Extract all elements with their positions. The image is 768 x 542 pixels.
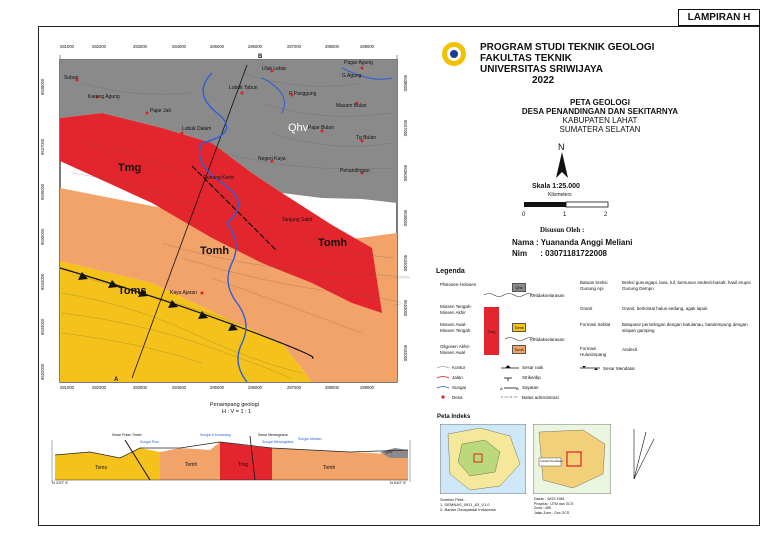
nim-label: Nim: [512, 249, 528, 258]
legend-jalan: Jalan: [452, 375, 463, 380]
map-scale: Skala 1:25.000: [532, 183, 580, 190]
map-title: PETA GEOLOGI: [569, 98, 630, 107]
unit-label-toms: Toms: [118, 285, 147, 297]
village-label: Lubuk Dalam: [182, 126, 212, 132]
village-label: Penandingan: [340, 168, 370, 174]
index-map-province: [440, 424, 526, 494]
section-title: Penampang geologi: [210, 402, 259, 408]
index-title: Peta Indeks: [437, 414, 471, 420]
map-province: SUMATERA SELATAN: [559, 125, 641, 134]
university-logo: [440, 40, 468, 68]
left-coordinate-labels: 9538000 9537000 9536000 9535000 9534000 9533000 9532000: [40, 78, 45, 380]
legend-symbol-icons: [436, 364, 450, 408]
legend-age-3: Miosen Awal-Miosen Tengah: [440, 322, 471, 333]
unit-label-tmg: Tmg: [118, 162, 142, 174]
author-nim-row: [512, 249, 607, 258]
unit-label-qhv: Qhv: [288, 122, 309, 134]
legend-sayatan: Sayatan: [522, 385, 539, 390]
legend-toms-name: Formasi Seblat: [580, 322, 611, 327]
map-region: KABUPATEN LAHAT: [562, 116, 638, 125]
village-label: Lubuk Tabun: [229, 85, 258, 91]
legend-swatch-tomh: Tomh: [512, 345, 526, 354]
legend-swatch-qhv: Qhv: [512, 283, 526, 292]
legend-unconformity-1: [484, 292, 534, 298]
declination-diagram-icon: [614, 424, 676, 484]
legend-unconformity-1-label: Ketidakselarasan: [530, 293, 565, 298]
unit-label-tomh: Tomh: [200, 245, 230, 257]
year: 2022: [532, 75, 555, 86]
village-label: Masam Bulan: [336, 103, 367, 109]
author-name-row: [512, 238, 633, 247]
scale-bar: [522, 200, 610, 210]
village-label: Pajar Bulan: [308, 125, 334, 131]
village-label: Tanjung Sakti: [282, 217, 313, 223]
legend-tmg-desc: Granit, berkristal halus-sedang, agak lapuk: [622, 306, 708, 311]
legend-title: Legenda: [436, 268, 465, 275]
index-sources: Sumber Peta : 1. DEMNAS_0911_63_V1.0 2. Badan Geospasial Indonesia: [440, 497, 496, 512]
north-label: N: [558, 142, 565, 152]
svg-text:A: A: [500, 386, 503, 391]
right-coordinate-labels: 9538000 9537000 9536000 9535000 9534000 9533000 9532000: [403, 75, 408, 362]
legend-batas: Batas administrasi: [522, 395, 559, 400]
scale-tick-1: 1: [563, 212, 567, 218]
legend-age-1: Plistosen-Holosen: [440, 282, 477, 287]
institution-block: [480, 42, 740, 86]
name-value: : Yuananda Anggi Meliani: [536, 238, 633, 247]
section-labels: Sesar Pulau Timah Sungai Pino Sungai A Kerawang Sesar Merangkaha Sungai Merangkaha Sungai Mantan Toms Tomh Tmg Tomh Qhv N 220° E N 040° E: [52, 433, 407, 485]
svg-text:B: B: [516, 386, 519, 391]
map-title-block: [440, 98, 760, 134]
top-coordinate-labels: 281000 282000 283000 284000 285000 286000 287000 288000 289000: [60, 44, 374, 49]
map-subtitle: DESA PENANDINGAN DAN SEKITARNYA: [521, 107, 679, 116]
village-label: Pajar Jati: [150, 108, 171, 114]
village-label: Pagar Agung: [344, 60, 373, 66]
legend-tomh-desc: Andesit: [622, 347, 638, 352]
index-inset-label: Lokasi Penelitian: [540, 459, 563, 463]
village-label: Suban: [64, 75, 79, 81]
legend-kontur: Kontur: [452, 365, 466, 370]
legend-sesar-mendatar: Sesar Mendatar: [603, 366, 636, 371]
legend-unconformity-2-label: Ketidakselarasan: [530, 337, 565, 342]
scale-tick-0: 0: [522, 212, 526, 218]
name-label: Nama: [512, 238, 534, 247]
legend-age-4: Oligosen Akhir-Miosen Awal: [440, 344, 471, 355]
university-name: UNIVERSITAS SRIWIJAYA: [480, 64, 603, 75]
legend-swatch-toms: Toms: [512, 323, 526, 332]
scale-unit: Kilometers: [548, 192, 572, 198]
village-label: G Agung: [342, 73, 362, 79]
legend-age-2: Miosen Tengah-Miosen Akhir: [440, 304, 472, 315]
index-meta: Datum : WGS 1984 Proyeksi : UTM dan GCS Zona : 48S Jalan Zone : Gnc GCS: [534, 497, 574, 515]
north-arrow-icon: [552, 152, 572, 182]
legend-sesar-naik: Sesar naik: [522, 365, 544, 370]
legend-swatch-tmg: Tmg: [484, 307, 499, 355]
section-scale: H : V = 1 : 1: [222, 409, 252, 415]
legend-sungai: Sungai: [452, 385, 467, 390]
legend-tmg-name: Granit: [580, 306, 593, 311]
village-label: Ulak Lebar: [262, 66, 287, 72]
scale-tick-2: 2: [604, 212, 608, 218]
section-end-b: B: [258, 54, 263, 60]
legend-qhv-name: Batuan breksi Gunung Api: [580, 280, 608, 291]
legend-qhv-desc: Breksi gunungapi, lava, tuf, bersusun andesit-basalt, hasil erupsi Gunung Dempo: [622, 280, 751, 291]
legend-strike-dip: Strike/dip: [522, 375, 541, 380]
village-label: P Panggung: [289, 91, 317, 97]
unit-label-tomh-east: Tomh: [318, 237, 348, 249]
village-label: Negeri Kaya: [258, 156, 286, 162]
bottom-coordinate-labels: 281000 282000 283000 284000 285000 286000 287000 288000 289000: [60, 385, 374, 390]
village-label: Gunung Kerto: [203, 175, 235, 181]
legend-strike-slip-icon: [580, 365, 600, 371]
prepared-by: Disusun Oleh :: [540, 226, 585, 234]
lampiran-label: LAMPIRAN H: [678, 9, 760, 26]
faculty-name: FAKULTAS TEKNIK: [480, 53, 572, 64]
village-label: Karang Agung: [88, 94, 120, 100]
nim-value: : 03071181722008: [540, 249, 607, 258]
legend-structure-icons: [500, 364, 520, 408]
legend-desa: Desa: [452, 395, 463, 400]
legend-tomh-name: Formasi Hulusimpang: [580, 346, 607, 357]
village-label: Kayu Ajaran: [170, 290, 197, 296]
program-name: PROGRAM STUDI TEKNIK GEOLOGI: [480, 42, 655, 53]
legend-toms-desc: Batupasir perselingan dengan batulanau, batulempung dengan sisipan gamping: [622, 322, 748, 333]
section-end-a: A: [114, 377, 119, 383]
village-label: Tg Bulan: [356, 135, 377, 141]
